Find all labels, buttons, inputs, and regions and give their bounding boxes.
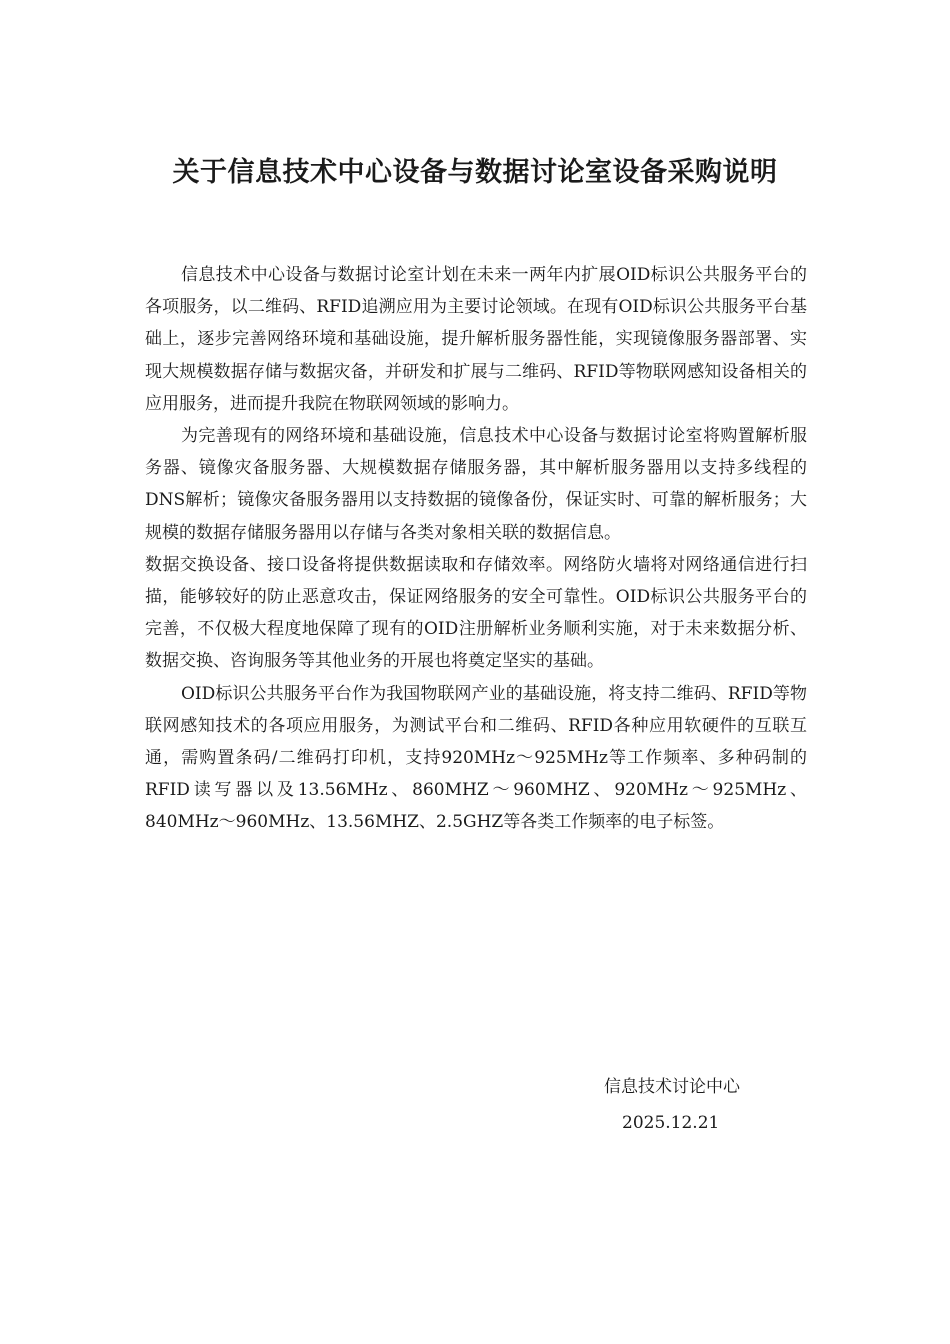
document-title: 关于信息技术中心设备与数据讨论室设备采购说明 [172, 157, 778, 188]
paragraph-3: 数据交换设备、接口设备将提供数据读取和存储效率。网络防火墙将对网络通信进行扫描，能够较好的防止恶意攻击，保证网络服务的安全可靠性。OID标识公共服务平台的完善，不仅极大程度地保障了现有的OID注册解析业务顺利实施，对于未来数据分析、数据交换、咨询服务等其他业务的开展也将奠定坚实的基础。 [145, 554, 807, 672]
signature-block [604, 1072, 740, 1138]
document-body [145, 259, 807, 839]
paragraph-4: OID标识公共服务平台作为我国物联网产业的基础设施，将支持二维码、RFID等物联网感知技术的各项应用服务，为测试平台和二维码、RFID各种应用软硬件的互联互通，需购置条码/二维码打印机，支持920MHz～925MHz等工作频率、多种码制的RFID读写器以及13.56MHz、860MHZ～960MHZ、920MHz～925MHz、840MHz～960MHz、13.56MHZ、2.5GHZ等各类工作频率的电子标签。 [145, 683, 807, 833]
paragraph-1: 信息技术中心设备与数据讨论室计划在未来一两年内扩展OID标识公共服务平台的各项服务，以二维码、RFID追溯应用为主要讨论领域。在现有OID标识公共服务平台基础上，逐步完善网络环境和基础设施，提升解析服务器性能，实现镜像服务器部署、实现大规模数据存储与数据灾备，并研发和扩展与二维码、RFID等物联网感知设备相关的应用服务，进而提升我院在物联网领域的影响力。 [145, 265, 807, 414]
signature-date: 2025.12.21 [622, 1113, 720, 1133]
signature-organization: 信息技术讨论中心 [604, 1077, 740, 1097]
paragraph-2: 为完善现有的网络环境和基础设施，信息技术中心设备与数据讨论室将购置解析服务器、镜像灾备服务器、大规模数据存储服务器，其中解析服务器用以支持多线程的DNS解析；镜像灾备服务器用以支持数据的镜像备份，保证实时、可靠的解析服务；大规模的数据存储服务器用以存储与各类对象相关联的数据信息。 [145, 426, 807, 543]
